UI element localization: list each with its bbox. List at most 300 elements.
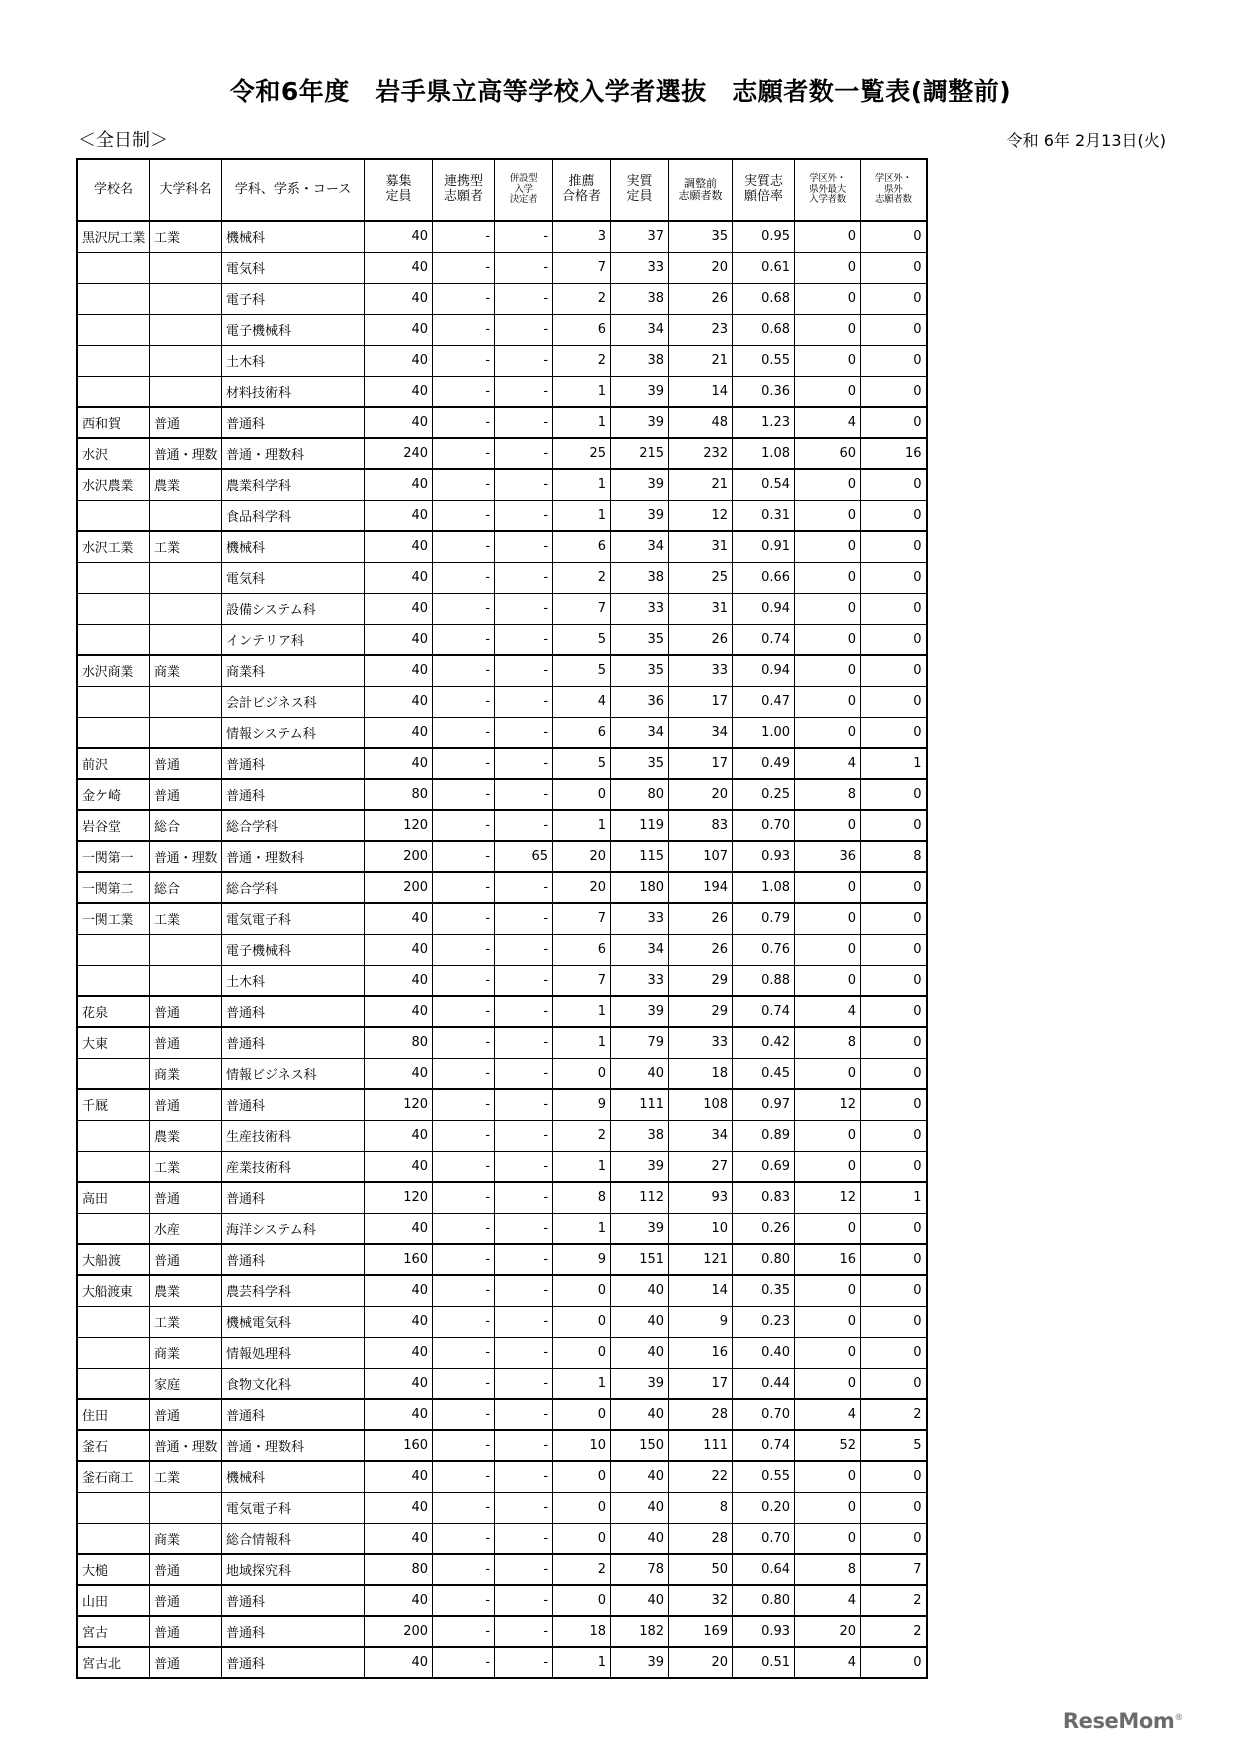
cell-renkei: -	[433, 1585, 495, 1616]
cell-course: 地域探究科	[222, 1554, 365, 1585]
cell-jisshitsu: 112	[611, 1182, 669, 1213]
cell-jisshitsu: 39	[611, 1368, 669, 1399]
cell-suisen: 6	[553, 717, 611, 748]
cell-quota: 40	[365, 686, 433, 717]
cell-dept: 工業	[150, 903, 222, 934]
cell-suisen: 0	[553, 1461, 611, 1492]
cell-dept	[150, 593, 222, 624]
cell-heisetsu: -	[495, 1368, 553, 1399]
cell-chosei: 108	[669, 1089, 733, 1120]
cell-bairitsu: 0.51	[733, 1647, 795, 1678]
cell-renkei: -	[433, 1616, 495, 1647]
cell-gaimax: 60	[795, 438, 861, 469]
cell-heisetsu: -	[495, 1213, 553, 1244]
col-header-line: 定員	[385, 189, 412, 204]
cell-school: 大槌	[77, 1554, 150, 1585]
cell-heisetsu: -	[495, 686, 553, 717]
table-row	[77, 1430, 927, 1461]
cell-jisshitsu: 39	[611, 996, 669, 1027]
cell-heisetsu: -	[495, 438, 553, 469]
cell-quota: 40	[365, 1585, 433, 1616]
cell-gaimax: 0	[795, 252, 861, 283]
report-date: 令和 6年 2月13日(火)	[1006, 131, 1166, 150]
cell-gaimax: 0	[795, 872, 861, 903]
table-row	[77, 779, 927, 810]
cell-gaimax: 0	[795, 1120, 861, 1151]
cell-suisen: 1	[553, 469, 611, 500]
cell-renkei: -	[433, 1089, 495, 1120]
cell-bairitsu: 1.08	[733, 872, 795, 903]
cell-renkei: -	[433, 748, 495, 779]
col-header-jisshitsu	[611, 159, 669, 221]
cell-heisetsu: -	[495, 469, 553, 500]
cell-bairitsu: 1.00	[733, 717, 795, 748]
cell-quota: 40	[365, 1213, 433, 1244]
cell-gaimax: 0	[795, 1213, 861, 1244]
cell-jisshitsu: 38	[611, 283, 669, 314]
table-row	[77, 1554, 927, 1585]
cell-suisen: 1	[553, 1647, 611, 1678]
cell-bairitsu: 0.55	[733, 345, 795, 376]
watermark-text: ReseMom	[1062, 1709, 1175, 1733]
cell-gaishi: 0	[861, 903, 927, 934]
cell-bairitsu: 0.76	[733, 934, 795, 965]
cell-dept: 商業	[150, 655, 222, 686]
cell-gaishi: 0	[861, 1151, 927, 1182]
cell-gaishi: 0	[861, 1337, 927, 1368]
cell-school	[77, 500, 150, 531]
cell-quota: 160	[365, 1244, 433, 1275]
table-row	[77, 593, 927, 624]
applicants-table	[76, 158, 928, 1679]
cell-gaishi: 0	[861, 500, 927, 531]
cell-jisshitsu: 80	[611, 779, 669, 810]
cell-course: 普通科	[222, 748, 365, 779]
cell-suisen: 1	[553, 810, 611, 841]
cell-bairitsu: 0.47	[733, 686, 795, 717]
cell-quota: 200	[365, 872, 433, 903]
cell-school	[77, 1368, 150, 1399]
cell-gaishi: 0	[861, 1058, 927, 1089]
table-row	[77, 872, 927, 903]
cell-course: 農業科学科	[222, 469, 365, 500]
cell-suisen: 2	[553, 1554, 611, 1585]
cell-quota: 120	[365, 1089, 433, 1120]
cell-school	[77, 252, 150, 283]
cell-course: 普通科	[222, 407, 365, 438]
cell-gaishi: 0	[861, 1244, 927, 1275]
cell-gaishi: 0	[861, 934, 927, 965]
cell-jisshitsu: 38	[611, 345, 669, 376]
cell-dept: 商業	[150, 1523, 222, 1554]
cell-heisetsu: 65	[495, 841, 553, 872]
cell-school: 釜石	[77, 1430, 150, 1461]
col-header-line: 連携型	[444, 174, 484, 190]
cell-course: 農芸科学科	[222, 1275, 365, 1306]
cell-quota: 40	[365, 252, 433, 283]
cell-chosei: 26	[669, 934, 733, 965]
cell-course: 総合学科	[222, 872, 365, 903]
cell-quota: 40	[365, 903, 433, 934]
cell-renkei: -	[433, 469, 495, 500]
cell-gaishi: 0	[861, 717, 927, 748]
cell-renkei: -	[433, 1368, 495, 1399]
cell-chosei: 25	[669, 562, 733, 593]
cell-school	[77, 345, 150, 376]
cell-dept: 普通	[150, 407, 222, 438]
cell-renkei: -	[433, 1523, 495, 1554]
cell-jisshitsu: 40	[611, 1523, 669, 1554]
cell-chosei: 32	[669, 1585, 733, 1616]
cell-suisen: 0	[553, 1399, 611, 1430]
cell-suisen: 0	[553, 1523, 611, 1554]
cell-gaishi: 8	[861, 841, 927, 872]
cell-chosei: 17	[669, 748, 733, 779]
cell-course: 機械科	[222, 531, 365, 562]
cell-course: 産業技術科	[222, 1151, 365, 1182]
cell-bairitsu: 0.26	[733, 1213, 795, 1244]
cell-heisetsu: -	[495, 934, 553, 965]
cell-course: 総合情報科	[222, 1523, 365, 1554]
cell-suisen: 7	[553, 903, 611, 934]
cell-jisshitsu: 35	[611, 624, 669, 655]
cell-gaimax: 0	[795, 376, 861, 407]
cell-jisshitsu: 33	[611, 252, 669, 283]
cell-dept: 商業	[150, 1337, 222, 1368]
cell-jisshitsu: 40	[611, 1306, 669, 1337]
cell-gaishi: 16	[861, 438, 927, 469]
cell-gaimax: 36	[795, 841, 861, 872]
cell-dept	[150, 686, 222, 717]
cell-quota: 200	[365, 841, 433, 872]
cell-suisen: 5	[553, 748, 611, 779]
cell-course: 電気科	[222, 562, 365, 593]
cell-jisshitsu: 34	[611, 717, 669, 748]
cell-dept: 普通	[150, 1244, 222, 1275]
cell-gaishi: 0	[861, 469, 927, 500]
cell-gaishi: 0	[861, 345, 927, 376]
cell-suisen: 1	[553, 1151, 611, 1182]
cell-renkei: -	[433, 1337, 495, 1368]
cell-heisetsu: -	[495, 407, 553, 438]
cell-school: 大船渡	[77, 1244, 150, 1275]
cell-chosei: 28	[669, 1523, 733, 1554]
table-row	[77, 1089, 927, 1120]
table-row	[77, 1244, 927, 1275]
cell-renkei: -	[433, 345, 495, 376]
cell-renkei: -	[433, 686, 495, 717]
cell-renkei: -	[433, 1244, 495, 1275]
cell-renkei: -	[433, 965, 495, 996]
cell-gaimax: 16	[795, 1244, 861, 1275]
cell-course: 機械科	[222, 1461, 365, 1492]
col-header-line: 学科、学系・コース	[234, 181, 352, 197]
cell-course: 材料技術科	[222, 376, 365, 407]
table-row	[77, 655, 927, 686]
cell-gaimax: 4	[795, 1647, 861, 1678]
cell-school	[77, 1151, 150, 1182]
cell-gaishi: 1	[861, 1182, 927, 1213]
table-row	[77, 965, 927, 996]
cell-renkei: -	[433, 1151, 495, 1182]
watermark-tm-icon: ®	[1174, 1713, 1183, 1723]
cell-dept: 普通	[150, 1399, 222, 1430]
table-row	[77, 407, 927, 438]
cell-bairitsu: 0.55	[733, 1461, 795, 1492]
cell-course: 普通・理数科	[222, 1430, 365, 1461]
cell-jisshitsu: 33	[611, 903, 669, 934]
cell-quota: 120	[365, 810, 433, 841]
cell-gaimax: 0	[795, 1461, 861, 1492]
cell-dept: 工業	[150, 531, 222, 562]
cell-dept: 普通	[150, 1554, 222, 1585]
cell-gaimax: 0	[795, 1492, 861, 1523]
cell-course: 電子機械科	[222, 314, 365, 345]
cell-renkei: -	[433, 1120, 495, 1151]
col-header-gaimax	[795, 159, 861, 221]
cell-bairitsu: 0.74	[733, 624, 795, 655]
cell-heisetsu: -	[495, 717, 553, 748]
cell-quota: 80	[365, 779, 433, 810]
cell-dept: 総合	[150, 810, 222, 841]
cell-course: 食物文化科	[222, 1368, 365, 1399]
cell-heisetsu: -	[495, 624, 553, 655]
cell-jisshitsu: 151	[611, 1244, 669, 1275]
cell-bairitsu: 0.79	[733, 903, 795, 934]
cell-heisetsu: -	[495, 376, 553, 407]
cell-bairitsu: 0.94	[733, 593, 795, 624]
cell-jisshitsu: 38	[611, 562, 669, 593]
cell-gaishi: 0	[861, 1213, 927, 1244]
cell-heisetsu: -	[495, 655, 553, 686]
cell-gaishi: 0	[861, 221, 927, 252]
cell-renkei: -	[433, 1554, 495, 1585]
cell-school: 前沢	[77, 748, 150, 779]
cell-chosei: 111	[669, 1430, 733, 1461]
cell-school	[77, 965, 150, 996]
cell-suisen: 0	[553, 1275, 611, 1306]
cell-suisen: 0	[553, 1585, 611, 1616]
cell-renkei: -	[433, 593, 495, 624]
cell-chosei: 16	[669, 1337, 733, 1368]
cell-jisshitsu: 39	[611, 407, 669, 438]
col-header-school	[77, 159, 150, 221]
table-row	[77, 748, 927, 779]
cell-jisshitsu: 35	[611, 655, 669, 686]
cell-quota: 40	[365, 655, 433, 686]
cell-quota: 40	[365, 1306, 433, 1337]
cell-suisen: 0	[553, 1337, 611, 1368]
cell-school	[77, 1523, 150, 1554]
col-header-line: 合格者	[562, 189, 602, 204]
col-header-bairitsu	[733, 159, 795, 221]
cell-gaimax: 4	[795, 748, 861, 779]
cell-dept: 普通	[150, 1616, 222, 1647]
cell-gaimax: 4	[795, 407, 861, 438]
cell-heisetsu: -	[495, 1244, 553, 1275]
cell-chosei: 29	[669, 965, 733, 996]
col-header-line: 志願者数	[678, 189, 723, 202]
cell-heisetsu: -	[495, 1306, 553, 1337]
cell-bairitsu: 0.70	[733, 1399, 795, 1430]
cell-jisshitsu: 34	[611, 531, 669, 562]
col-header-line: 願倍率	[744, 189, 784, 204]
cell-bairitsu: 0.70	[733, 810, 795, 841]
table-row	[77, 717, 927, 748]
cell-bairitsu: 0.35	[733, 1275, 795, 1306]
cell-renkei: -	[433, 562, 495, 593]
cell-suisen: 7	[553, 593, 611, 624]
cell-chosei: 83	[669, 810, 733, 841]
cell-quota: 40	[365, 1275, 433, 1306]
cell-quota: 40	[365, 1337, 433, 1368]
cell-dept: 普通	[150, 779, 222, 810]
col-header-line: 志願者数	[874, 194, 912, 206]
cell-suisen: 2	[553, 1120, 611, 1151]
cell-school: 一関第二	[77, 872, 150, 903]
cell-suisen: 7	[553, 965, 611, 996]
cell-gaishi: 0	[861, 686, 927, 717]
cell-heisetsu: -	[495, 1027, 553, 1058]
cell-chosei: 33	[669, 655, 733, 686]
cell-course: 生産技術科	[222, 1120, 365, 1151]
cell-school: 水沢商業	[77, 655, 150, 686]
cell-school	[77, 376, 150, 407]
cell-gaishi: 5	[861, 1430, 927, 1461]
cell-course: 設備システム科	[222, 593, 365, 624]
cell-bairitsu: 0.42	[733, 1027, 795, 1058]
cell-jisshitsu: 40	[611, 1337, 669, 1368]
cell-jisshitsu: 37	[611, 221, 669, 252]
table-header-row	[77, 159, 927, 221]
col-header-line: 推薦	[568, 174, 595, 190]
cell-renkei: -	[433, 500, 495, 531]
table-row	[77, 1585, 927, 1616]
cell-jisshitsu: 36	[611, 686, 669, 717]
cell-heisetsu: -	[495, 1492, 553, 1523]
col-header-line: 募集	[385, 174, 412, 190]
cell-chosei: 29	[669, 996, 733, 1027]
cell-suisen: 5	[553, 655, 611, 686]
cell-jisshitsu: 40	[611, 1585, 669, 1616]
table-row	[77, 500, 927, 531]
table-row	[77, 1120, 927, 1151]
cell-quota: 40	[365, 1523, 433, 1554]
cell-heisetsu: -	[495, 1616, 553, 1647]
cell-renkei: -	[433, 438, 495, 469]
cell-bairitsu: 0.25	[733, 779, 795, 810]
cell-bairitsu: 0.44	[733, 1368, 795, 1399]
cell-school: 西和賀	[77, 407, 150, 438]
cell-course: 土木科	[222, 345, 365, 376]
cell-heisetsu: -	[495, 1461, 553, 1492]
cell-course: 商業科	[222, 655, 365, 686]
cell-gaishi: 0	[861, 1368, 927, 1399]
cell-jisshitsu: 39	[611, 1647, 669, 1678]
cell-bairitsu: 0.91	[733, 531, 795, 562]
cell-heisetsu: -	[495, 1058, 553, 1089]
cell-dept	[150, 283, 222, 314]
cell-chosei: 23	[669, 314, 733, 345]
cell-school	[77, 686, 150, 717]
cell-dept	[150, 1492, 222, 1523]
cell-school	[77, 624, 150, 655]
cell-dept: 水産	[150, 1213, 222, 1244]
cell-chosei: 194	[669, 872, 733, 903]
cell-heisetsu: -	[495, 345, 553, 376]
cell-chosei: 18	[669, 1058, 733, 1089]
cell-gaishi: 0	[861, 624, 927, 655]
cell-jisshitsu: 34	[611, 314, 669, 345]
cell-suisen: 0	[553, 1058, 611, 1089]
table-row	[77, 562, 927, 593]
col-header-renkei	[433, 159, 495, 221]
cell-bairitsu: 0.94	[733, 655, 795, 686]
cell-quota: 80	[365, 1027, 433, 1058]
cell-chosei: 26	[669, 624, 733, 655]
cell-jisshitsu: 180	[611, 872, 669, 903]
cell-gaimax: 0	[795, 345, 861, 376]
cell-suisen: 10	[553, 1430, 611, 1461]
cell-heisetsu: -	[495, 872, 553, 903]
cell-school: 千厩	[77, 1089, 150, 1120]
cell-course: 普通科	[222, 996, 365, 1027]
cell-suisen: 1	[553, 1213, 611, 1244]
cell-bairitsu: 0.88	[733, 965, 795, 996]
cell-course: 普通科	[222, 1244, 365, 1275]
cell-gaimax: 0	[795, 469, 861, 500]
cell-quota: 40	[365, 1151, 433, 1182]
cell-renkei: -	[433, 655, 495, 686]
cell-heisetsu: -	[495, 965, 553, 996]
cell-bairitsu: 0.36	[733, 376, 795, 407]
table-row	[77, 314, 927, 345]
cell-renkei: -	[433, 1213, 495, 1244]
cell-gaimax: 0	[795, 1337, 861, 1368]
table-row	[77, 1182, 927, 1213]
cell-chosei: 14	[669, 1275, 733, 1306]
cell-chosei: 107	[669, 841, 733, 872]
cell-jisshitsu: 33	[611, 965, 669, 996]
cell-jisshitsu: 40	[611, 1492, 669, 1523]
cell-course: 普通科	[222, 1027, 365, 1058]
cell-dept	[150, 345, 222, 376]
cell-gaishi: 0	[861, 407, 927, 438]
cell-bairitsu: 0.45	[733, 1058, 795, 1089]
cell-suisen: 1	[553, 996, 611, 1027]
cell-chosei: 10	[669, 1213, 733, 1244]
cell-suisen: 6	[553, 934, 611, 965]
cell-gaimax: 0	[795, 624, 861, 655]
cell-suisen: 9	[553, 1244, 611, 1275]
cell-jisshitsu: 33	[611, 593, 669, 624]
cell-dept: 普通	[150, 1027, 222, 1058]
col-header-line: 大学科名	[159, 181, 212, 197]
cell-chosei: 33	[669, 1027, 733, 1058]
cell-jisshitsu: 119	[611, 810, 669, 841]
cell-school: 金ケ崎	[77, 779, 150, 810]
cell-dept	[150, 965, 222, 996]
cell-gaimax: 0	[795, 965, 861, 996]
cell-quota: 40	[365, 748, 433, 779]
table-row	[77, 686, 927, 717]
cell-jisshitsu: 39	[611, 1213, 669, 1244]
cell-jisshitsu: 150	[611, 1430, 669, 1461]
cell-dept: 工業	[150, 1151, 222, 1182]
cell-heisetsu: -	[495, 1585, 553, 1616]
cell-heisetsu: -	[495, 531, 553, 562]
cell-jisshitsu: 34	[611, 934, 669, 965]
